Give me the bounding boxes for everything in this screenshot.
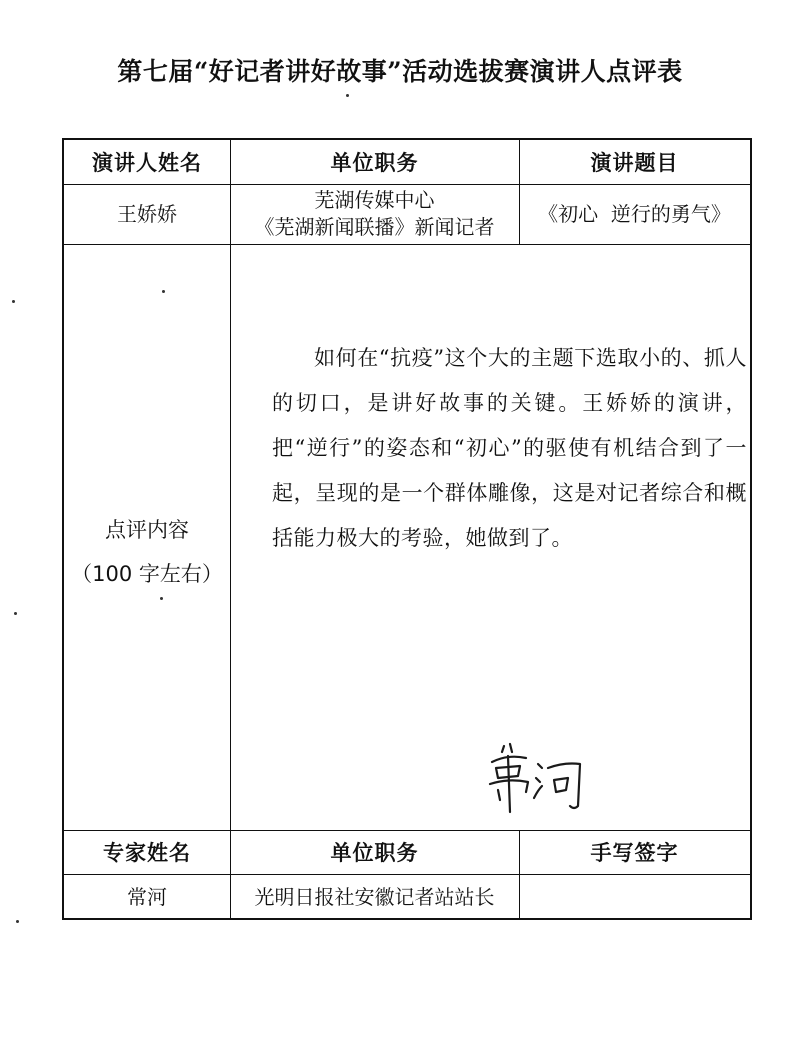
speaker-position-header: 单位职务 bbox=[330, 151, 419, 175]
handwritten-signature bbox=[480, 734, 590, 814]
speaker-topic-value: 《初心 逆行的勇气》 bbox=[538, 201, 731, 226]
speaker-name-header: 演讲人姓名 bbox=[92, 151, 202, 175]
scan-speck bbox=[160, 597, 163, 600]
speaker-name-value: 王娇娇 bbox=[117, 201, 177, 226]
scan-speck bbox=[16, 920, 19, 923]
scan-speck bbox=[14, 612, 17, 615]
speaker-position-line1: 芜湖传媒中心 bbox=[314, 188, 435, 212]
column-divider bbox=[230, 140, 231, 920]
comment-label-cell bbox=[64, 244, 230, 830]
evaluation-form-table bbox=[62, 138, 752, 920]
scan-speck bbox=[162, 290, 165, 293]
comment-text: 如何在“抗疫”这个大的主题下选取小的、抓人的切口，是讲好故事的关键。王娇娇的演讲，把“逆行”的姿态和“初心”的驱使有机结合到了一起，呈现的是一个群体雕像，这是对记者综合和概括能力极大的考验，她做到了。 bbox=[272, 346, 747, 550]
comment-sublabel: （100 字左右） bbox=[71, 562, 223, 586]
signature-header: 手写签字 bbox=[590, 841, 679, 865]
expert-name-header: 专家姓名 bbox=[103, 841, 191, 865]
speaker-position-value bbox=[230, 184, 519, 244]
speaker-position-line2: 《芜湖新闻联播》新闻记者 bbox=[254, 215, 495, 239]
scan-speck bbox=[346, 94, 349, 97]
speaker-topic-header: 演讲题目 bbox=[590, 151, 679, 175]
expert-name-value: 常河 bbox=[127, 884, 167, 909]
scan-speck bbox=[12, 300, 15, 303]
expert-position-value: 光明日报社安徽记者站站长 bbox=[254, 884, 495, 909]
comment-label: 点评内容 bbox=[105, 518, 189, 542]
page-title: 第七届“好记者讲好故事”活动选拔赛演讲人点评表 bbox=[117, 57, 683, 86]
expert-position-header: 单位职务 bbox=[330, 841, 419, 865]
